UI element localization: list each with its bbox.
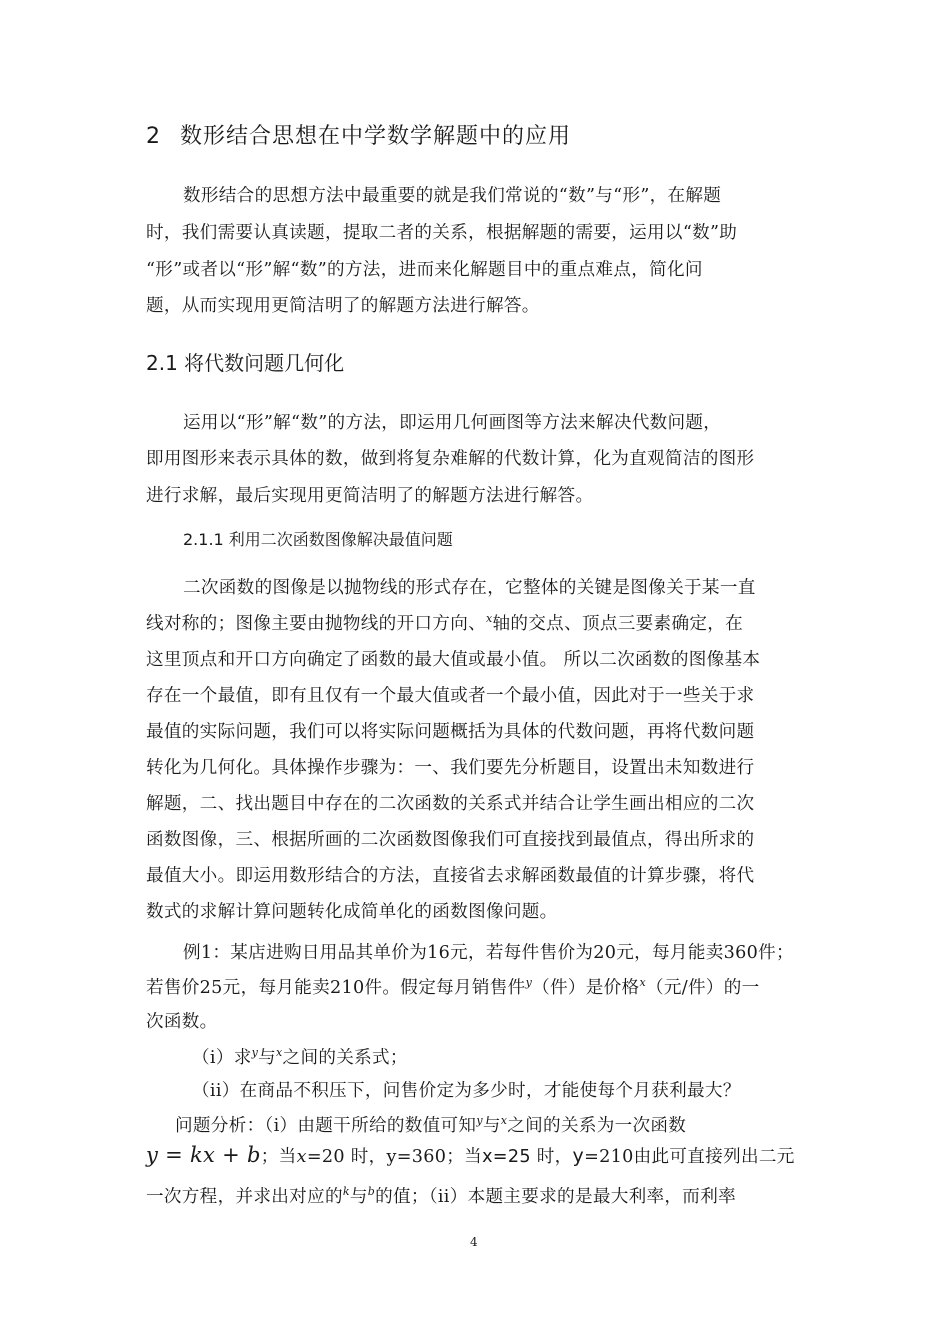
section-heading-2 [146, 119, 571, 150]
example-line-2: 若售价25元，每月能卖210件。假定每月销售件$^y$（件）是价格$^x$（元/件）的一 [146, 976, 760, 998]
sec211-line-3: 这里顶点和开口方向确定了函数的最大值或最小值。 所以二次函数的图像基本 [146, 650, 761, 670]
sec211-line-2: 线对称的；图像主要由抛物线的开口方向、$^x$轴的交点、顶点三要素确定，在 [146, 612, 744, 634]
section-title: 数形结合思想在中学数学解题中的应用 [180, 124, 572, 149]
sec211-line-6: 转化为几何化。具体操作步骤为：一、我们要先分析题目，设置出未知数进行 [146, 758, 755, 778]
sec211-line-7: 解题，二、找出题目中存在的二次函数的关系式并结合让学生画出相应的二次 [146, 794, 755, 814]
var-y: y [525, 976, 533, 989]
sec211-line-9: 最值大小。即运用数形结合的方法，直接省去求解函数最值的计算步骤，将代 [146, 866, 755, 886]
section-number: 2 [146, 124, 161, 149]
sec211-line-5: 最值的实际问题，我们可以将实际问题概括为具体的代数问题，再将代数问题 [146, 722, 755, 742]
var-x: x [485, 612, 493, 625]
subsection-heading-2-1: 2.1 将代数问题几何化 [146, 351, 345, 375]
sec21-line-1: 运用以“形”解“数”的方法，即运用几何画图等方法来解决代数问题， [183, 413, 722, 433]
analysis-line-1: 问题分析：（i）由题干所给的数值可知$^y$与$^x$之间的关系为一次函数 [175, 1114, 687, 1136]
page-number: 4 [470, 1235, 478, 1249]
question-1: （i）求$^y$与$^x$之间的关系式； [192, 1046, 408, 1068]
subsubsection-heading-2-1-1: 2.1.1 利用二次函数图像解决最值问题 [183, 530, 453, 549]
analysis-line-3: 一次方程，并求出对应的$^k$与$^b$的值；（ii）本题主要求的是最大利率，而利率 [146, 1185, 736, 1207]
intro-line-4: 题，从而实现用更简洁明了的解题方法进行解答。 [146, 296, 540, 316]
var-k: k [342, 1185, 350, 1198]
intro-line-2: 时，我们需要认真读题，提取二者的关系，根据解题的需要，运用以“数”助 [146, 223, 738, 243]
sec21-line-3: 进行求解，最后实现用更简洁明了的解题方法进行解答。 [146, 486, 594, 506]
var-x: x [500, 1114, 508, 1127]
sec21-line-2: 即用图形来表示具体的数，做到将复杂难解的代数计算，化为直观简洁的图形 [146, 449, 755, 469]
example-line-3: 次函数。 [146, 1012, 218, 1032]
var-y: y [251, 1046, 259, 1059]
var-x: x [276, 1046, 283, 1059]
sec211-line-8: 函数图像，三、根据所画的二次函数图像我们可直接找到最值点，得出所求的 [146, 830, 755, 850]
sec211-line-10: 数式的求解计算问题转化成简单化的函数图像问题。 [146, 902, 558, 922]
var-y: y [476, 1114, 483, 1127]
question-2: （ii）在商品不积压下，问售价定为多少时，才能使每个月获利最大？ [192, 1081, 741, 1101]
example-line-1: 例1：某店进购日用品其单价为16元，若每件售价为20元，每月能卖360件； [183, 943, 794, 963]
sec211-line-1: 二次函数的图像是以抛物线的形式存在，它整体的关键是图像关于某一直 [183, 578, 756, 598]
intro-line-1: 数形结合的思想方法中最重要的就是我们常说的“数”与“形”，在解题 [183, 186, 722, 206]
sec211-line-4: 存在一个最值，即有且仅有一个最大值或者一个最小值，因此对于一些关于求 [146, 686, 755, 706]
intro-line-3: “形”或者以“形”解“数”的方法，进而来化解题目中的重点难点，简化问 [146, 260, 703, 280]
analysis-line-2: y = kx + b；当x=20 时，y=360；当x=25 时，y=210由此可直接列出二元 [146, 1143, 795, 1167]
var-x: x [639, 976, 646, 989]
linear-equation: y = kx + b [146, 1143, 261, 1167]
var-b: b [367, 1185, 376, 1198]
